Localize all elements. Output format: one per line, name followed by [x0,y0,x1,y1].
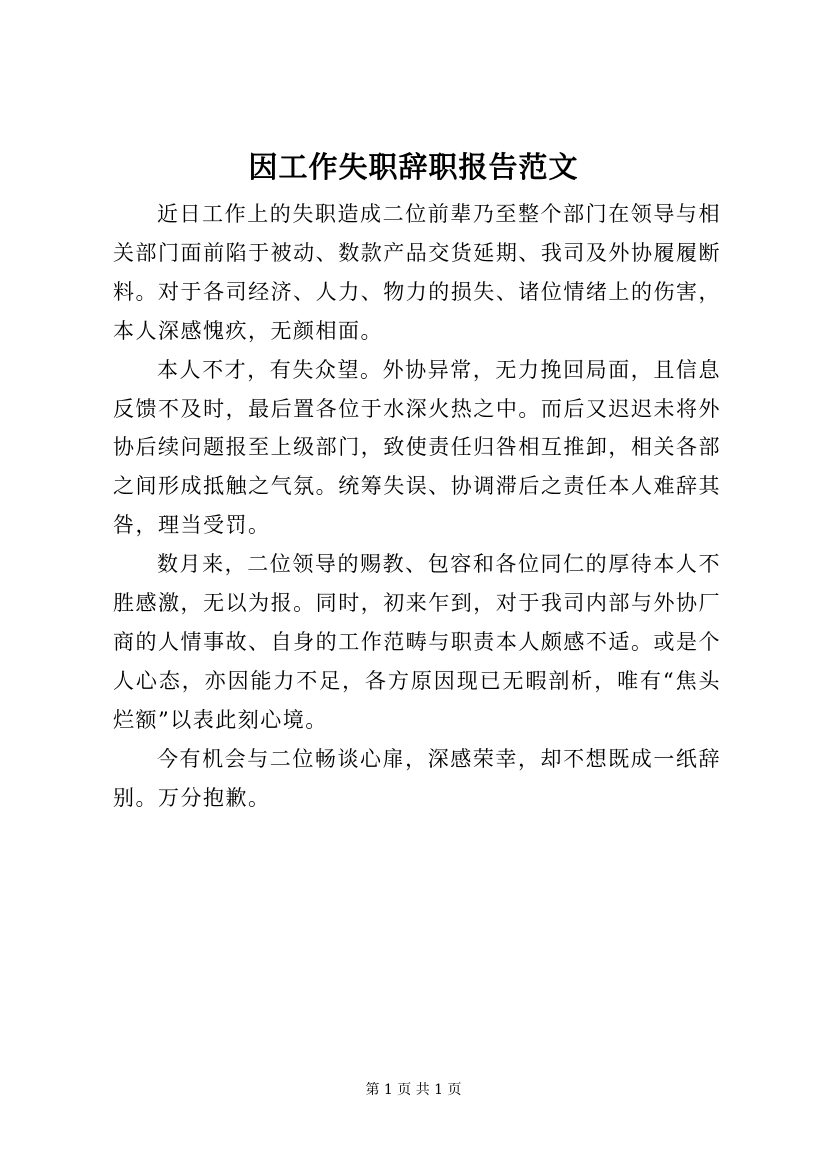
paragraph-1: 近日工作上的失职造成二位前辈乃至整个部门在领导与相关部门面前陷于被动、数款产品交货延期、我司及外协履履断料。对于各司经济、人力、物力的损失、诸位情绪上的伤害，本人深感愧疚，无颜相面。 [113,202,721,343]
paragraph-3: 数月来，二位领导的赐教、包容和各位同仁的厚待本人不胜感激，无以为报。同时，初来乍到，对于我司内部与外协厂商的人情事故、自身的工作范畴与职责本人颇感不适。或是个人心态，亦因能力不足，各方原因现已无暇剖析，唯有“焦头烂额”以表此刻心境。 [113,552,721,732]
page-number-footer: 第 1 页 共 1 页 [365,1082,462,1098]
document-body [113,195,721,818]
paragraph-4: 今有机会与二位畅谈心扉，深感荣幸，却不想既成一纸辞别。万分抱歉。 [113,746,721,810]
document-title: 因工作失职辞职报告范文 [248,150,579,184]
paragraph-2: 本人不才，有失众望。外协异常，无力挽回局面，且信息反馈不及时，最后置各位于水深火热之中。而后又迟迟未将外协后续问题报至上级部门，致使责任归咎相互推卸，相关各部之间形成抵触之气氛。统筹失误、协调滞后之责任本人难辞其咎，理当受罚。 [113,357,721,538]
